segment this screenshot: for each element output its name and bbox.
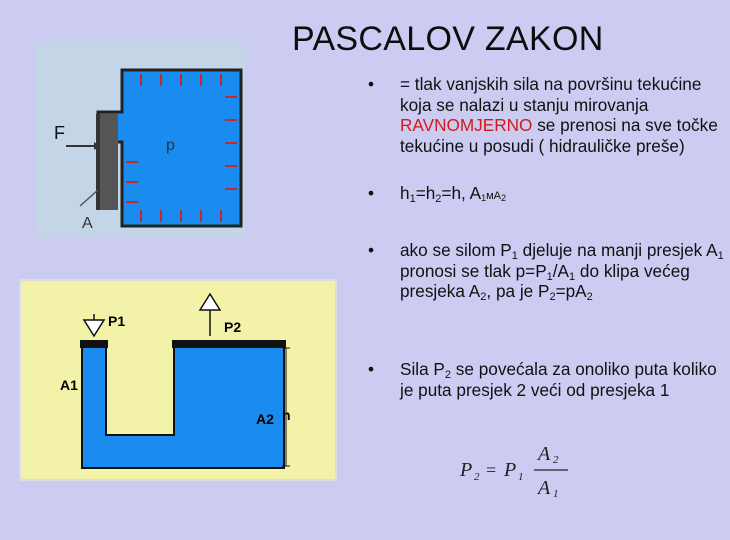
svg-text:2: 2 xyxy=(553,454,559,466)
svg-text:1: 1 xyxy=(553,488,559,500)
p2-label: P2 xyxy=(224,319,242,335)
svg-text:A: A xyxy=(538,443,551,465)
svg-text:P: P xyxy=(460,459,473,481)
bullet-definition: • = tlak vanjskih sila na površinu tekućine koja se nalazi u stanju mirovanja RAVNOMJERNO se prenosi na sve točke tekućine u posudi ( hidrauličke preše) xyxy=(368,74,718,156)
pascal-container-figure xyxy=(36,42,246,238)
bullet-heights: • $h_1=h_2=h$, A1ᴍA2 xyxy=(368,183,507,205)
bullet-force-increase: • Sila $P_2$ se povećala za onoliko puta koliko je puta presjek 2 veći od presjeka 1 xyxy=(368,359,717,400)
svg-text:=: = xyxy=(486,460,497,480)
force-label: F xyxy=(54,123,65,143)
p1-label: P1 xyxy=(108,313,126,329)
slide-title: PASCALOV ZAKON xyxy=(292,20,604,58)
pressure-formula xyxy=(458,440,578,502)
pressure-label: p xyxy=(166,137,175,154)
a2-label: A2 xyxy=(256,411,274,427)
svg-text:P: P xyxy=(504,459,517,481)
svg-text:1: 1 xyxy=(518,471,524,483)
a1-label: A1 xyxy=(60,377,78,393)
highlight-word: RAVNOMJERNO xyxy=(400,115,533,135)
svg-text:2: 2 xyxy=(474,471,480,483)
area-label: A xyxy=(82,215,93,232)
svg-text:A: A xyxy=(538,477,551,499)
hydraulic-press-figure xyxy=(20,280,336,480)
bullet-force-transfer: • ako se silom $P_1$ djeluje na manji presjek $A_1$ pronosi se tlak $p=P_1/A_1$ do klipa većeg presjeka $A_2$, pa je $P_2=pA_2$ xyxy=(368,240,724,303)
bullet-marker: • xyxy=(368,74,375,94)
h-label: h xyxy=(282,407,291,423)
